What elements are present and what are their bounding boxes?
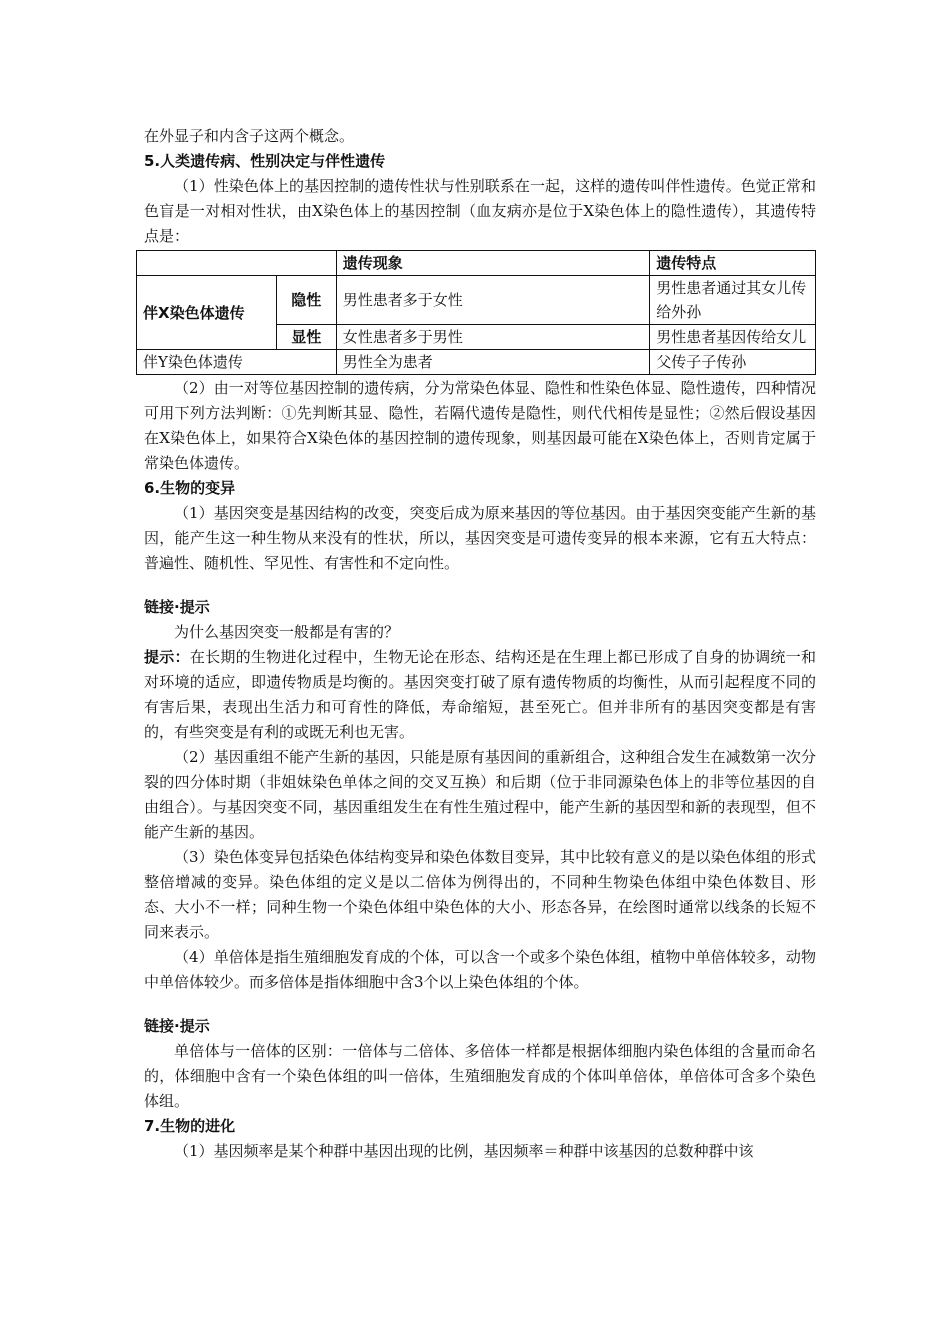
dominant-phenomenon: 女性患者多于男性 bbox=[336, 325, 649, 350]
intro-paragraph: 在外显子和内含子这两个概念。 bbox=[144, 127, 355, 145]
recessive-label: 隐性 bbox=[276, 276, 336, 325]
recessive-phenomenon: 男性患者多于女性 bbox=[336, 276, 649, 325]
section-6-heading: 6.生物的变异 bbox=[144, 479, 236, 497]
table-row bbox=[137, 350, 816, 375]
section-5-paragraph-1: （1）性染色体上的基因控制的遗传性状与性别联系在一起，这样的遗传叫伴性遗传。色觉正常和色盲是一对相对性状，由X染色体上的基因控制（血友病亦是位于X染色体上的隐性遗传），其遗传特点是： bbox=[144, 177, 816, 245]
section-7-heading: 7.生物的进化 bbox=[144, 1117, 236, 1135]
section-5-heading: 5.人类遗传病、性别决定与伴性遗传 bbox=[144, 152, 386, 170]
table-header-phenomenon: 遗传现象 bbox=[336, 251, 649, 276]
table-header-feature: 遗传特点 bbox=[650, 251, 816, 276]
xlinked-label: 伴X染色体遗传 bbox=[137, 276, 277, 350]
link-hint-2-title: 链接·提示 bbox=[144, 1017, 210, 1035]
section-5-paragraph-2: （2）由一对等位基因控制的遗传病，分为常染色体显、隐性和性染色体显、隐性遗传，四种情况可用下列方法判断：①先判断其显、隐性，若隔代遗传是隐性，则代代相传是显性；②然后假设基因在X染色体上，如果符合X染色体的基因控制的遗传现象，则基因最可能在X染色体上，否则肯定属于常染色体遗传。 bbox=[144, 379, 816, 472]
table-header-row bbox=[137, 251, 816, 276]
ylinked-label: 伴Y染色体遗传 bbox=[137, 350, 337, 375]
hint-text: 在长期的生物进化过程中，生物无论在形态、结构还是在生理上都已形成了自身的协调统一和对环境的适应，即遗传物质是均衡的。基因突变打破了原有遗传物质的均衡性，从而引起程度不同的有害后果，表现出生活力和可育性的降低，寿命缩短，甚至死亡。但并非所有的基因突变都是有害的，有些突变是有利的或既无利也无害。 bbox=[144, 648, 816, 741]
table-row bbox=[137, 276, 816, 325]
ylinked-phenomenon: 男性全为患者 bbox=[336, 350, 649, 375]
hint-label: 提示： bbox=[144, 648, 190, 666]
link-hint-1-answer bbox=[144, 645, 816, 745]
inheritance-table bbox=[136, 250, 816, 375]
section-6-paragraph-1: （1）基因突变是基因结构的改变，突变后成为原来基因的等位基因。由于基因突变能产生新的基因，能产生这一种生物从来没有的性状，所以，基因突变是可遗传变异的根本来源，它有五大特点：普遍性、随机性、罕见性、有害性和不定向性。 bbox=[144, 504, 816, 572]
link-hint-1-question: 为什么基因突变一般都是有害的？ bbox=[174, 623, 400, 641]
section-6-paragraph-4: （4）单倍体是指生殖细胞发育成的个体，可以含一个或多个染色体组，植物中单倍体较多，动物中单倍体较少。而多倍体是指体细胞中含3个以上染色体组的个体。 bbox=[144, 948, 816, 991]
recessive-feature: 男性患者通过其女儿传给外孙 bbox=[650, 276, 816, 325]
document-page bbox=[144, 124, 816, 1164]
table-header-empty bbox=[137, 251, 337, 276]
dominant-feature: 男性患者基因传给女儿 bbox=[650, 325, 816, 350]
link-hint-1-title: 链接·提示 bbox=[144, 598, 210, 616]
link-hint-2-text: 单倍体与一倍体的区别：一倍体与二倍体、多倍体一样都是根据体细胞内染色体组的含量而命名的，体细胞中含有一个染色体组的叫一倍体，生殖细胞发育成的个体叫单倍体，单倍体可含多个染色体组。 bbox=[144, 1042, 816, 1110]
section-7-paragraph-1: （1）基因频率是某个种群中基因出现的比例，基因频率＝种群中该基因的总数种群中该 bbox=[174, 1142, 754, 1160]
section-6-paragraph-2: （2）基因重组不能产生新的基因，只能是原有基因间的重新组合，这种组合发生在减数第一次分裂的四分体时期（非姐妹染色单体之间的交叉互换）和后期（位于非同源染色体上的非等位基因的自由组合）。与基因突变不同，基因重组发生在有性生殖过程中，能产生新的基因型和新的表现型，但不能产生新的基因。 bbox=[144, 748, 816, 841]
dominant-label: 显性 bbox=[276, 325, 336, 350]
section-6-paragraph-3: （3）染色体变异包括染色体结构变异和染色体数目变异，其中比较有意义的是以染色体组的形式整倍增减的变异。染色体组的定义是以二倍体为例得出的，不同种生物染色体组中染色体数目、形态、大小不一样；同种生物一个染色体组中染色体的大小、形态各异，在绘图时通常以线条的长短不同来表示。 bbox=[144, 848, 816, 941]
ylinked-feature: 父传子子传孙 bbox=[650, 350, 816, 375]
